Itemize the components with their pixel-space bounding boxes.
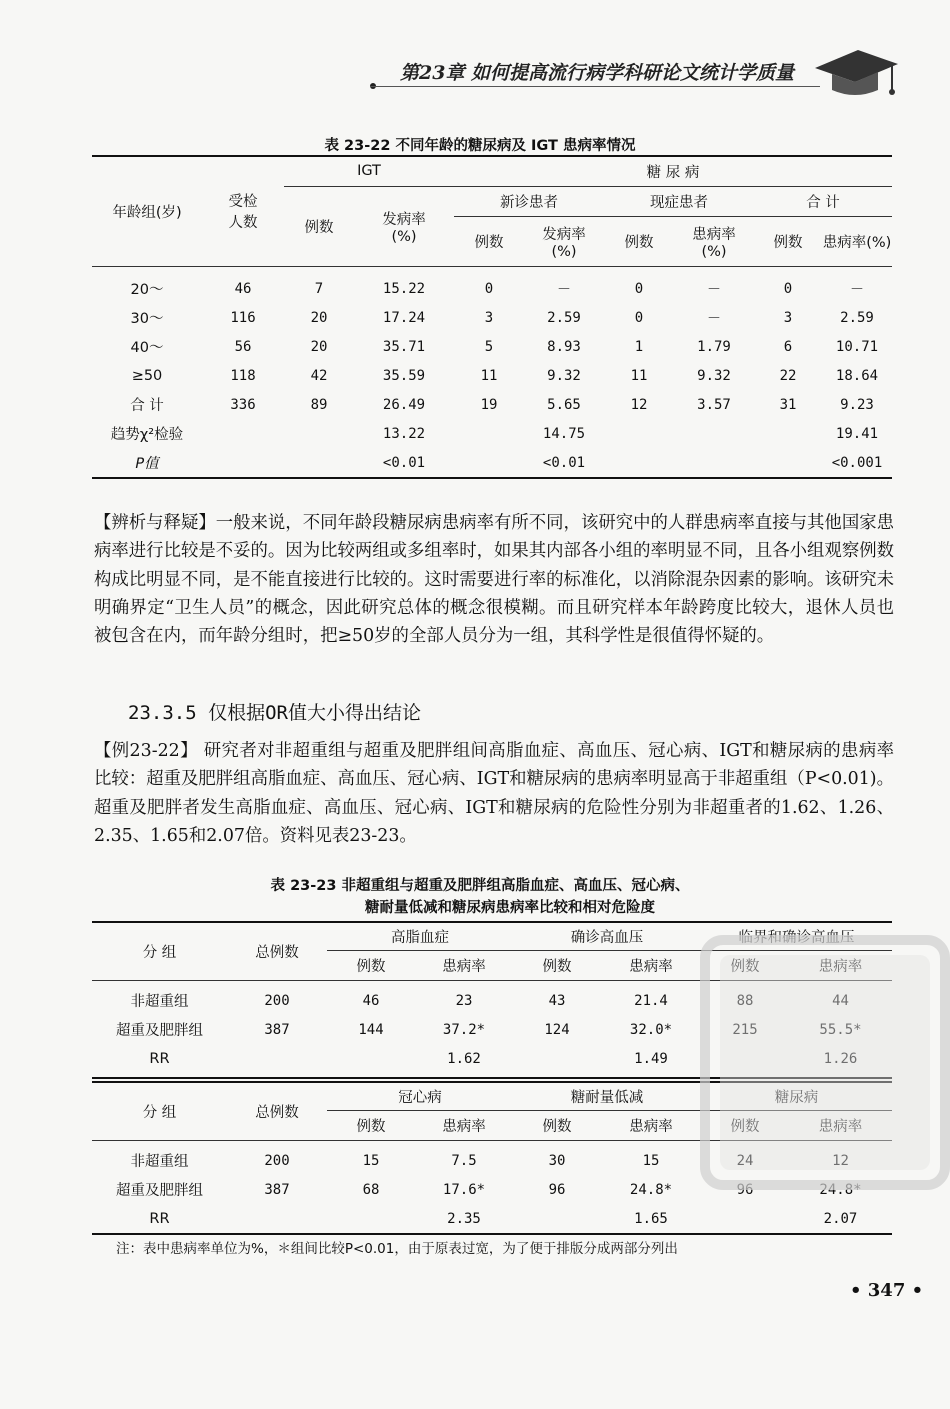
table-row: RR 1.62 1.49 1.26 — [149, 1051, 858, 1067]
table-23-23: 分 组 总例数 高脂血症 确诊高血压 临界和确诊高血压 例数 患病率 例数 患病率 例数 患病率 非超重组 200 46 23 43 21.4 88 44 超重及肥胖组 387 144 37.2* 124 32.0* 215 55.5* RR 1.62 1.49 1.26 分 组 总例数 冠心病 糖耐量低减 糖尿病 例数 患病率 例数 患病率 例数 患病率 非超重组 200 15 7.5 30 15 24 12 超重及肥胖组 387 68 17.6* 96 24.8* 96 24.8* RR 2.35 1.65 2.07 — [92, 921, 892, 1235]
header-group: 分 组 — [92, 922, 227, 980]
table-row: RR 2.35 1.65 2.07 — [92, 1204, 892, 1234]
header-subjects: 受检 人数 — [202, 156, 284, 266]
header-borderline-hypertension: 临界和确诊高血压 — [701, 922, 892, 950]
header-total-count-2: 总例数 — [227, 1082, 327, 1140]
paragraph-analysis: 【辨析与释疑】一般来说，不同年龄段糖尿病患病率有所不同，该研究中的人群患病率直接与其他国家患病率进行比较是不妥的。因为比较两组或多组率时，如果其内部各小组的率明显不同，且各小组观察例数构成比明显不同，是不能直接进行比较的。这时需要进行率的标准化，以消除混杂因素的影响。该研究未明确界定“卫生人员”的概念，因此研究总体的概念很模糊。而且研究样本年龄跨度比较大，退休人员也被包含在内，而年龄分组时，把≥50岁的全部人员分为一组，其科学性是很值得怀疑的。 — [94, 513, 894, 647]
table-row: ≥50 118 42 35.59 11 9.32 11 9.32 22 18.64 — [131, 367, 879, 384]
table-row: 非超重组 200 15 7.5 30 15 24 12 — [130, 1152, 849, 1170]
header-total-count: 总例数 — [227, 922, 327, 980]
header-new-patients: 新诊患者 — [454, 186, 604, 216]
table-note: 注：表中患病率单位为%，＊组间比较P<0.01，由于原表过宽，为了便于排版分成两部分列出 — [116, 1241, 678, 1257]
table-row: 30～ 116 20 17.24 3 2.59 0 － 3 2.59 — [130, 309, 874, 327]
paragraph-example: 【例23-22】 研究者对非超重组与超重及肥胖组间高脂血症、高血压、冠心病、IGT和糖尿病的患病率比较：超重及肥胖组高脂血症、高血压、冠心病、IGT和糖尿病的患病率明显高于非超重组（P<0.01)。超重及肥胖者发生高脂血症、高血压、冠心病、IGT和糖尿病的危险性分别为非超重者的1.62、1.26、2.35、1.65和2.07倍。资料见表23-23。 — [94, 741, 894, 846]
table-row: 20～ 46 7 15.22 0 － 0 － 0 － — [130, 280, 864, 298]
header-diabetes: 糖尿病 — [701, 1082, 892, 1110]
table-23-22 — [92, 155, 892, 479]
header-age-group: 年龄组(岁) — [92, 156, 202, 266]
header-coronary: 冠心病 — [327, 1082, 513, 1110]
table2-caption: 表 23-23 非超重组与超重及肥胖组高脂血症、高血压、冠心病、 糖耐量低减和糖尿病患病率比较和相对危险度 — [270, 878, 690, 916]
section-heading: 23.3.5 仅根据OR值大小得出结论 — [128, 702, 421, 724]
table-row: 合 计 336 89 26.49 19 5.65 12 3.57 31 9.23 — [130, 396, 874, 414]
page-number: • 347 • — [850, 1280, 924, 1301]
table1-caption: 表 23-22 不同年龄的糖尿病及 IGT 患病率情况 — [324, 138, 636, 154]
header-igt-incidence: 发病率 (%) — [354, 186, 454, 266]
table-row: 超重及肥胖组 387 144 37.2* 124 32.0* 215 55.5* — [116, 1021, 862, 1039]
header-igt-cases: 例数 — [284, 186, 354, 266]
header-group-2: 分 组 — [92, 1082, 227, 1140]
table-row: 非超重组 200 46 23 43 21.4 88 44 — [130, 992, 849, 1010]
table-row: 趋势χ²检验 13.22 14.75 19.41 — [110, 425, 879, 443]
header-existing-prevalence: 患病率 (%) — [674, 216, 754, 266]
graduation-cap-icon — [810, 40, 900, 110]
header-existing-patients: 现症患者 — [604, 186, 754, 216]
header-new-incidence: 发病率 (%) — [524, 216, 604, 266]
header-total: 合 计 — [754, 186, 892, 216]
header-rule — [370, 86, 820, 87]
table-row: 40～ 56 20 35.71 5 8.93 1 1.79 6 10.71 — [130, 338, 879, 356]
header-total-prevalence: 患病率(%) — [822, 216, 892, 266]
header-diabetes: 糖 尿 病 — [454, 156, 892, 186]
header-hyperlipidemia: 高脂血症 — [327, 922, 513, 950]
header-existing-cases: 例数 — [604, 216, 674, 266]
table-row: 超重及肥胖组 387 68 17.6* 96 24.8* 96 24.8* — [116, 1181, 862, 1199]
chapter-header: 第23章 如何提高流行病学科研论文统计学质量 — [400, 62, 795, 84]
header-igt: 糖耐量低减 — [513, 1082, 701, 1110]
library-stamp-watermark — [695, 930, 950, 1190]
header-total-cases: 例数 — [754, 216, 822, 266]
header-hypertension: 确诊高血压 — [513, 922, 701, 950]
header-new-cases: 例数 — [454, 216, 524, 266]
table-row: P值 <0.01 <0.01 <0.001 — [92, 448, 892, 478]
header-igt: IGT — [284, 156, 454, 186]
